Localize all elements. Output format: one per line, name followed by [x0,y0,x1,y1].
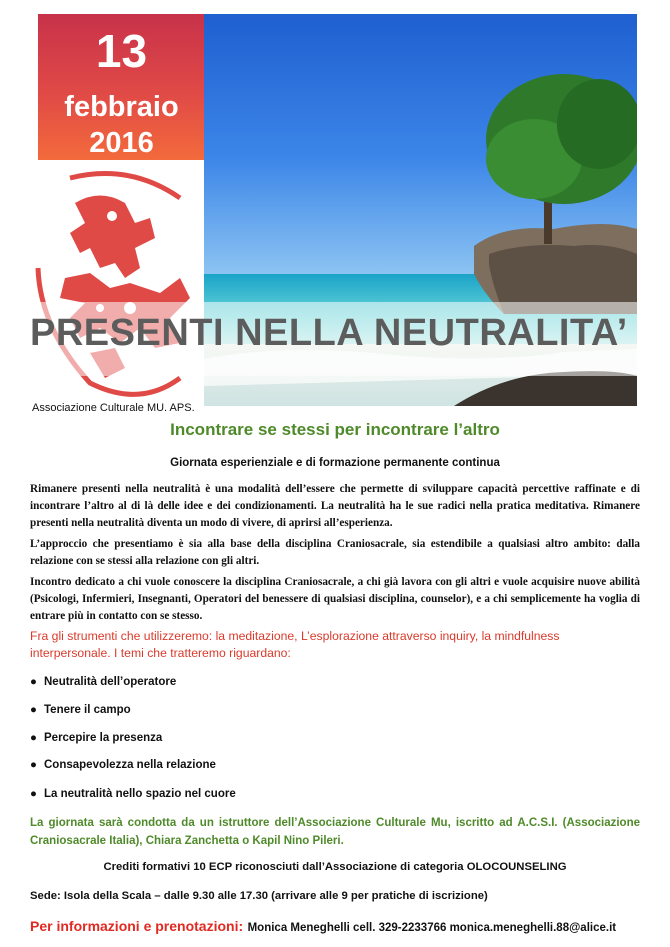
list-item [30,704,131,716]
list-item [30,759,216,771]
credits-line: Crediti formativi 10 ECP riconosciuti dall’Associazione di categoria OLOCOUNSELING [103,861,567,873]
bullet-icon: ● [30,704,37,716]
audience-paragraph: Incontro dedicato a chi vuole conoscere la disciplina Craniosacrale, a chi già lavora con gli altri e vuole acquisire nuove abilità (Psicologi, Infermieri, Insegnanti, Operatori del benessere di qualsiasi disciplina, counselor), e a chi semplicemente ha voglia di entrare più in contatto con se stesso. [30,576,640,622]
contact-line [30,918,616,936]
date-year: 2016 [89,127,154,159]
contact-label: Per informazioni e prenotazioni: [30,918,244,934]
bullet-icon: ● [30,676,37,688]
event-description-heading: Giornata esperienziale e di formazione permanente continua [170,457,500,469]
intro-paragraph: Rimanere presenti nella neutralità è una modalità dell’essere che permette di sviluppare capacità percettive raffinate e di incontrare l’altro al di là delle idee e dei condizionamenti. La neutralità ha le sue radici nella pratica meditativa. Rimanere presenti nella neutralità diventa un modo di vivere, di aprirsi all’esperienza. [30,483,640,529]
bullet-icon: ● [30,788,37,800]
bullet-icon: ● [30,732,37,744]
date-month: febbraio [64,91,179,123]
date-box [38,14,205,160]
list-item-label: Consapevolezza nella relazione [44,759,216,771]
list-item [30,788,236,800]
association-name: Associazione Culturale MU. APS. [32,402,195,414]
venue-line: Sede: Isola della Scala – dalle 9.30 alle 17.30 (arrivare alle 9 per pratiche di iscrizione) [30,890,488,902]
main-title: PRESENTI NELLA NEUTRALITA’ [30,312,628,354]
list-item-label: La neutralità nello spazio nel cuore [44,788,236,800]
list-item [30,676,176,688]
tools-paragraph: Fra gli strumenti che utilizzeremo: la meditazione, L’esplorazione attraverso inquiry, la mindfulness interpersonale. I temi che tratteremo riguardano: [30,629,560,660]
approach-paragraph: L’approccio che presentiamo è sia alla base della disciplina Craniosacrale, sia estendibile a qualsiasi altro ambito: dalla relazione con se stessi alla relazione con gli altri. [30,538,640,567]
list-item-label: Tenere il campo [44,704,131,716]
list-item [30,732,162,744]
instructor-paragraph: La giornata sarà condotta da un istruttore dell’Associazione Culturale Mu, iscritto ad A.C.S.I. (Associazione Craniosacrale Italia), Chiara Zanchetta o Kapil Nino Pileri. [30,817,640,847]
contact-details: Monica Meneghelli cell. 329-2233766 monica.meneghelli.88@alice.it [247,922,617,934]
date-day: 13 [95,25,148,77]
bullet-icon: ● [30,759,37,771]
subtitle: Incontrare se stessi per incontrare l’altro [170,420,500,439]
list-item-label: Neutralità dell’operatore [44,676,177,688]
list-item-label: Percepire la presenza [44,732,163,744]
